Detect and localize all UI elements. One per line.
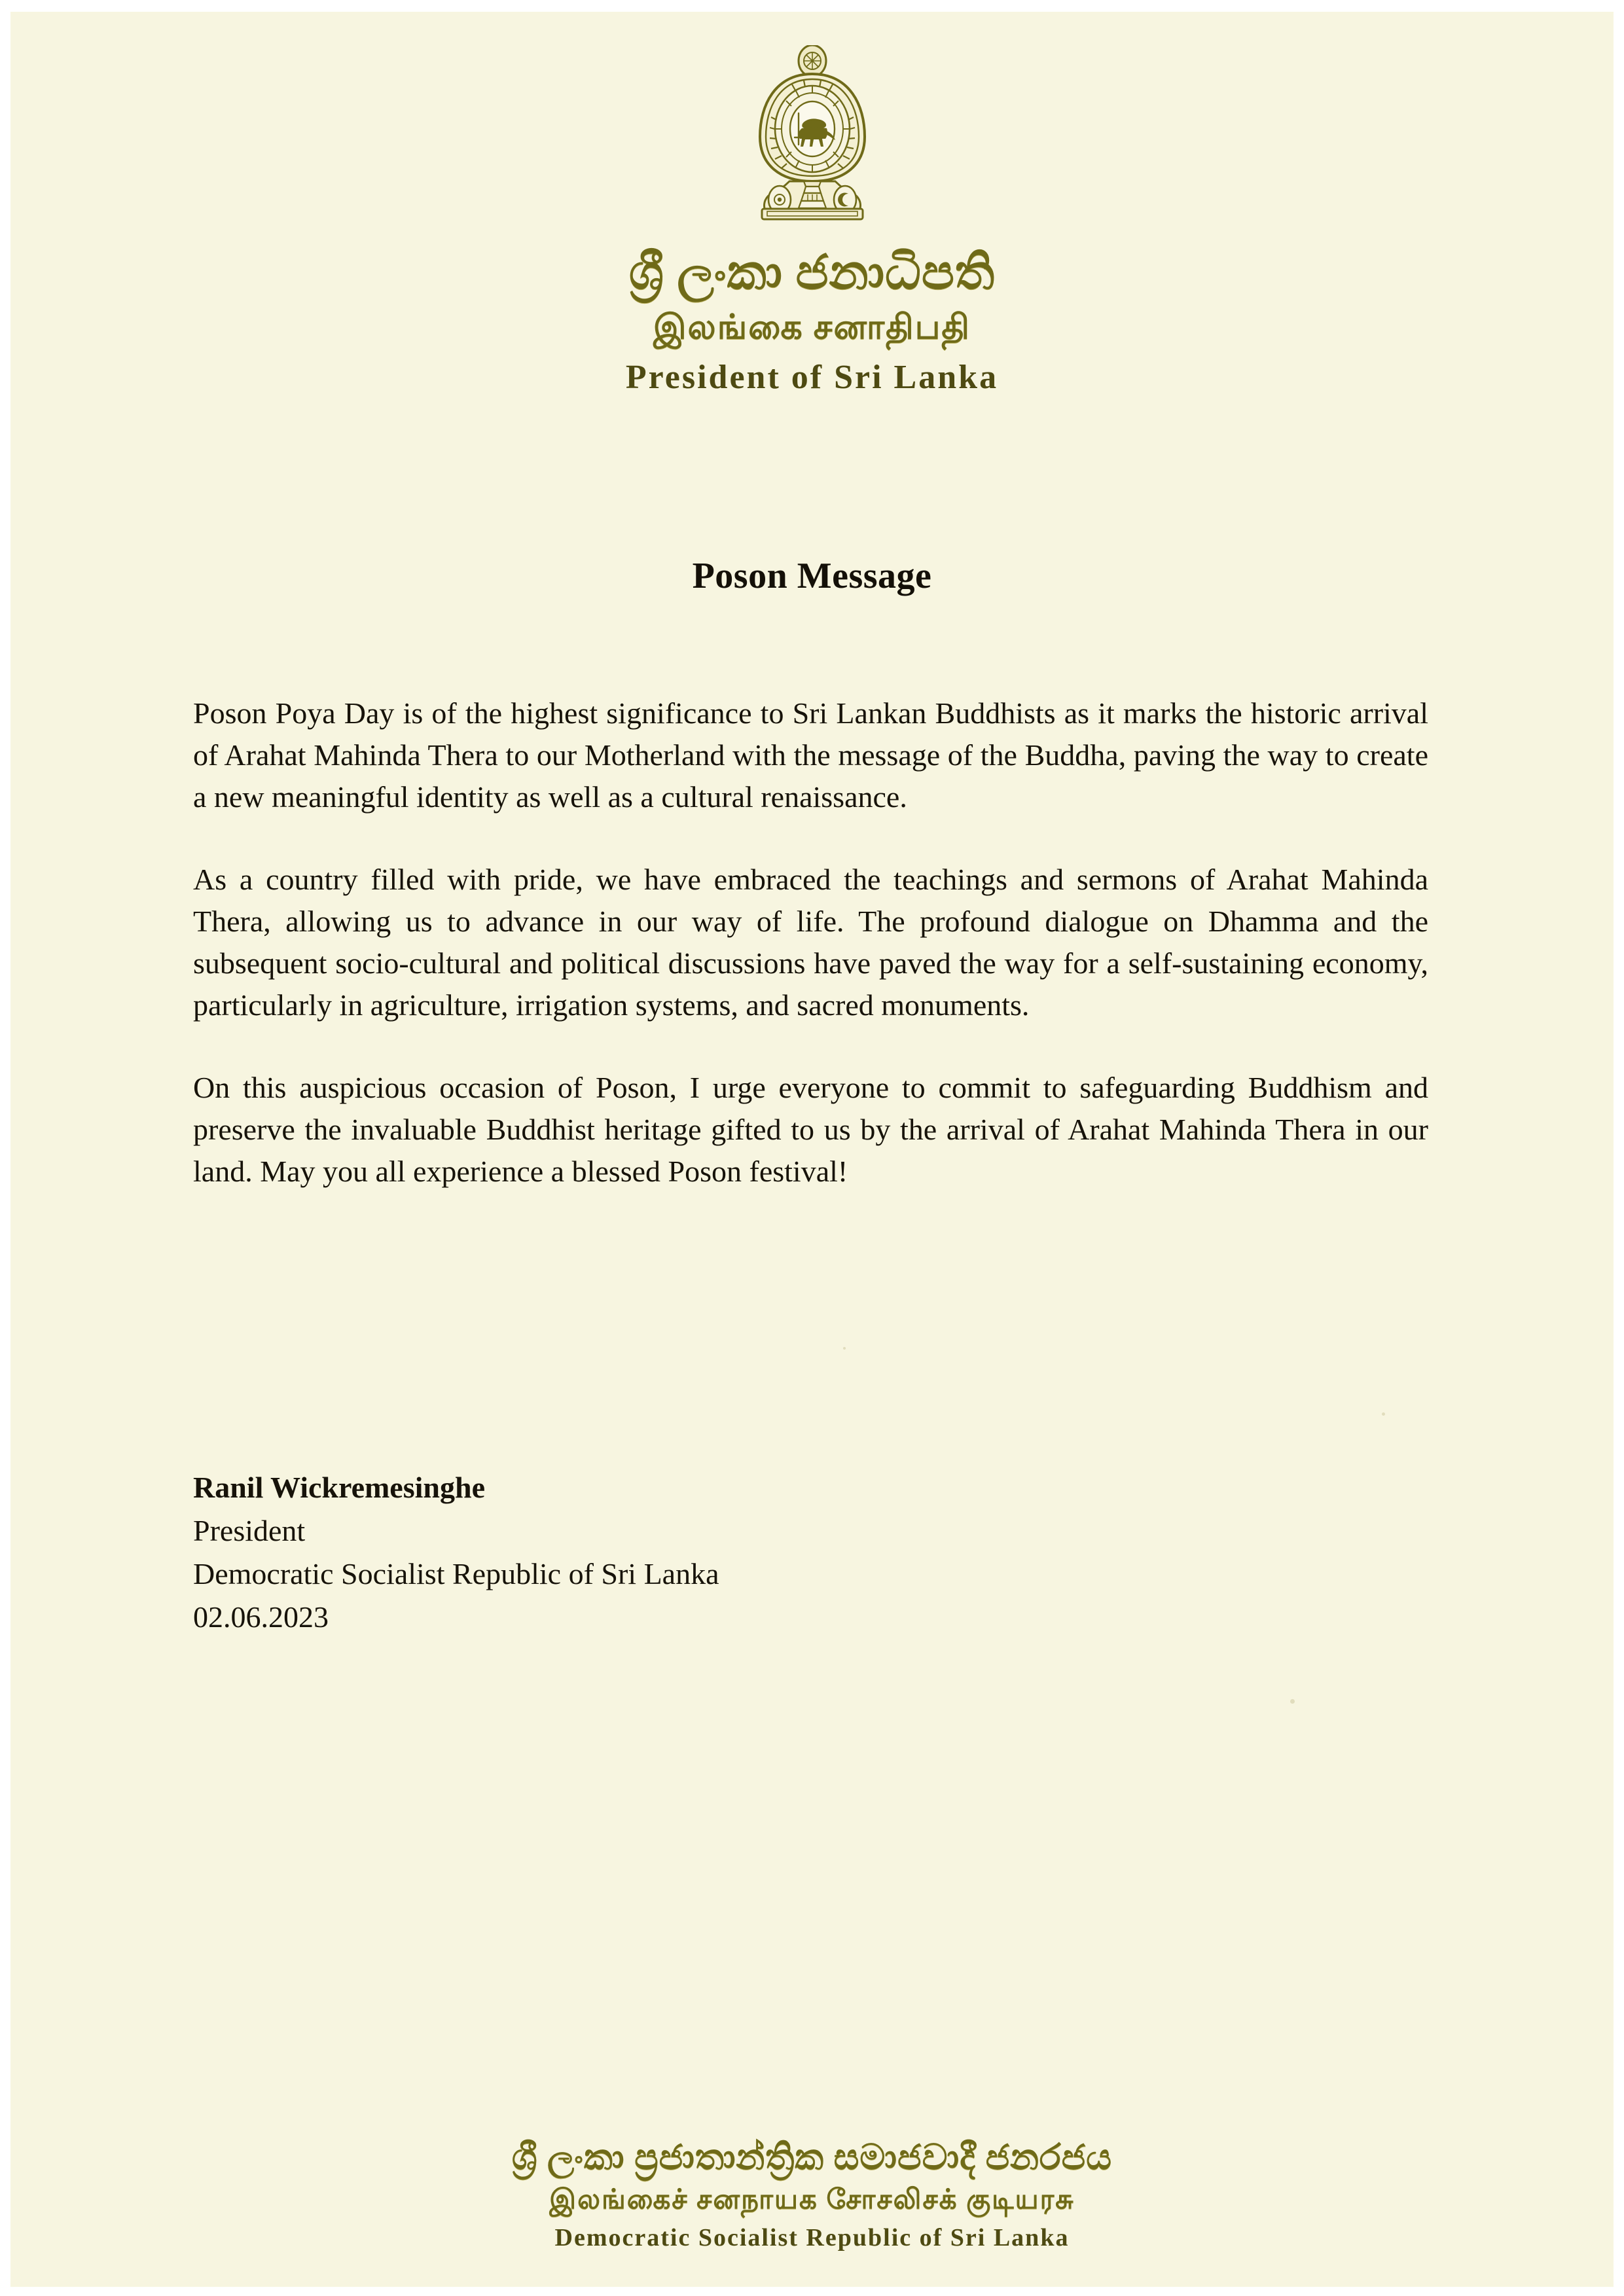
footer-english: Democratic Socialist Republic of Sri Lanka [554,2223,1070,2251]
sri-lanka-national-emblem-icon [744,45,881,235]
letterhead-sinhala: ශ්‍රී ලංකා ජනාධිපති [628,246,996,300]
message-paragraph: As a country filled with pride, we have embraced the teachings and sermons of Arahat Mahinda Thera, allowing us to advance in our way of life. The profound dialogue on Dhamma and the subsequent socio-cultural and political discussions have paved the way for a self-sustaining economy, particularly in agriculture, irrigation systems, and sacred monuments. [193,863,1428,1022]
message-paragraph: On this auspicious occasion of Poson, I urge everyone to commit to safeguarding Buddhism and preserve the invaluable Buddhist heritage gifted to us by the arrival of Arahat Mahinda Thera in our land. May you all experience a blessed Poson festival! [193,1071,1428,1188]
letterhead [10,12,1614,400]
footer-tamil: இலங்கைச் சனநாயக சோசலிசக் குடியரசு [549,2185,1075,2215]
letterhead-english: President of Sri Lanka [625,358,999,396]
footer [10,2136,1614,2254]
signatory-designation: President [193,1514,306,1547]
emblem-container [10,12,1614,245]
signatory-name: Ranil Wickremesinghe [193,1471,485,1504]
signature-date: 02.06.2023 [193,1600,329,1634]
signature-block [193,1466,719,1639]
page-title: Poson Message [692,556,932,596]
letterhead-tamil: இலங்கை சனாதிபதி [653,309,971,347]
scan-speck [843,1347,846,1350]
signatory-country: Democratic Socialist Republic of Sri Lanka [193,1557,719,1590]
message-body [193,692,1428,1193]
scan-speck [1290,1699,1295,1704]
scan-speck [1382,1412,1385,1416]
footer-sinhala: ශ්‍රී ලංකා ප්‍රජාතාන්ත්‍රික සමාජවාදී ජනරජය [511,2138,1113,2178]
message-paragraph: Poson Poya Day is of the highest significance to Sri Lankan Buddhists as it marks the historic arrival of Arahat Mahinda Thera to our Motherland with the message of the Buddha, paving the way to create a new meaningful identity as well as a cultural renaissance. [193,696,1428,814]
letter-page [10,12,1614,2287]
